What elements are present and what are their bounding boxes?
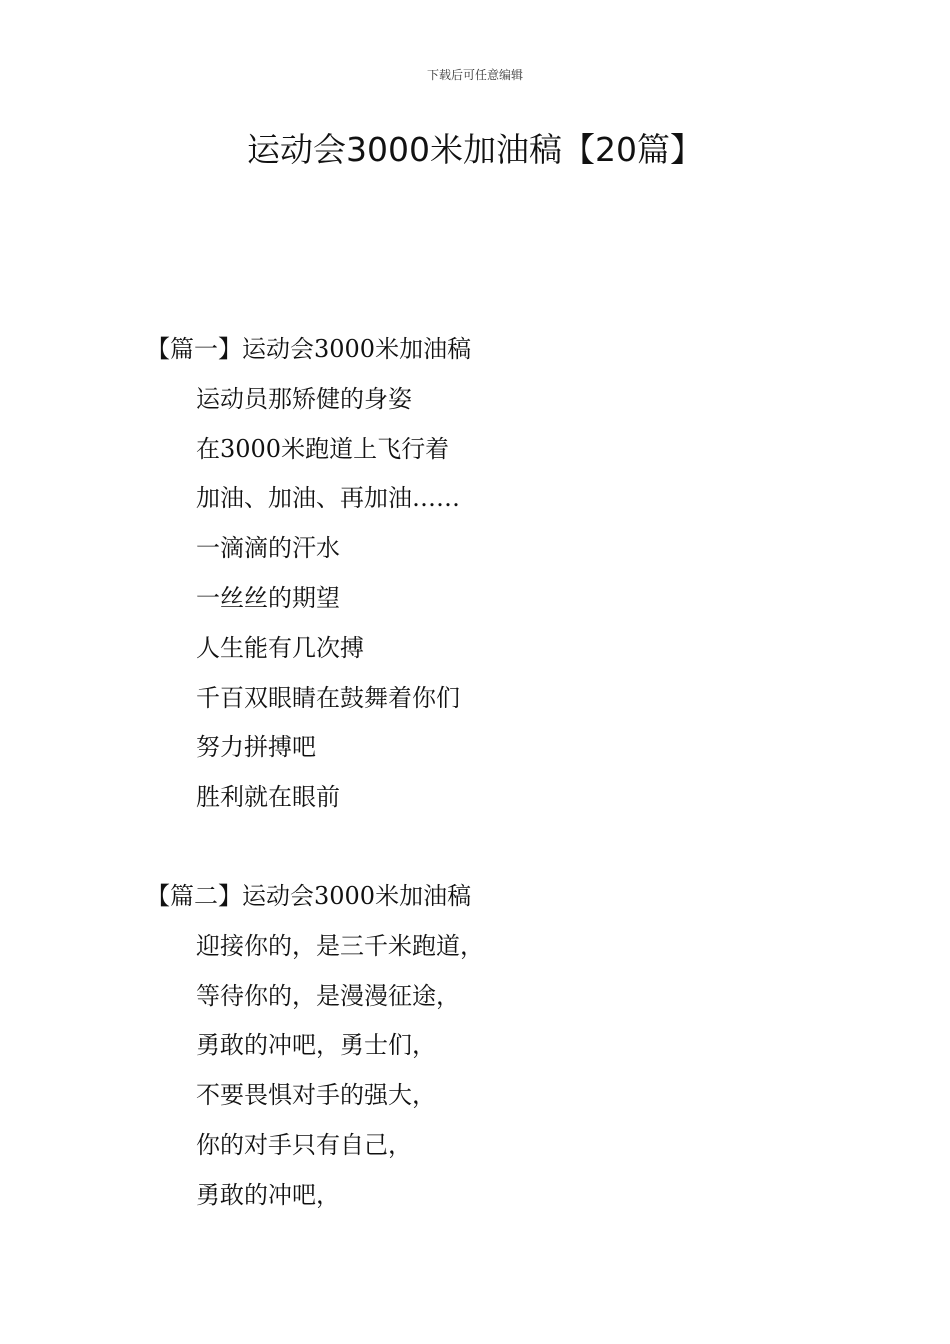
section-2	[146, 876, 484, 1225]
poem-line: 勇敢的冲吧，勇士们，	[196, 1031, 436, 1060]
poem-line: 迎接你的，是三千米跑道，	[196, 931, 484, 960]
poem-line: 不要畏惧对手的强大，	[196, 1081, 436, 1110]
poem-line: 你的对手只有自己，	[196, 1130, 412, 1159]
poem-line: 人生能有几次搏	[196, 633, 364, 662]
poem-line: 千百双眼睛在鼓舞着你们	[196, 683, 460, 712]
poem-line: 勇敢的冲吧，	[196, 1180, 340, 1209]
poem-line: 一丝丝的期望	[196, 583, 340, 612]
poem-line: 运动员那矫健的身姿	[196, 384, 412, 413]
poem-line: 加油、加油、再加油……	[196, 484, 460, 513]
section-1	[146, 329, 471, 827]
section-heading: 【篇二】运动会3000米加油稿	[146, 882, 472, 910]
poem-line: 等待你的，是漫漫征途，	[196, 981, 460, 1010]
header-note: 下载后可任意编辑	[426, 68, 523, 82]
poem-line: 一滴滴的汗水	[196, 534, 340, 563]
poem-line: 在3000米跑道上飞行着	[196, 434, 450, 463]
section-heading: 【篇一】运动会3000米加油稿	[146, 335, 472, 363]
poem-line: 胜利就在眼前	[196, 783, 340, 812]
poem-line: 努力拼搏吧	[196, 733, 316, 762]
document-title: 运动会3000米加油稿【20篇】	[247, 130, 703, 169]
